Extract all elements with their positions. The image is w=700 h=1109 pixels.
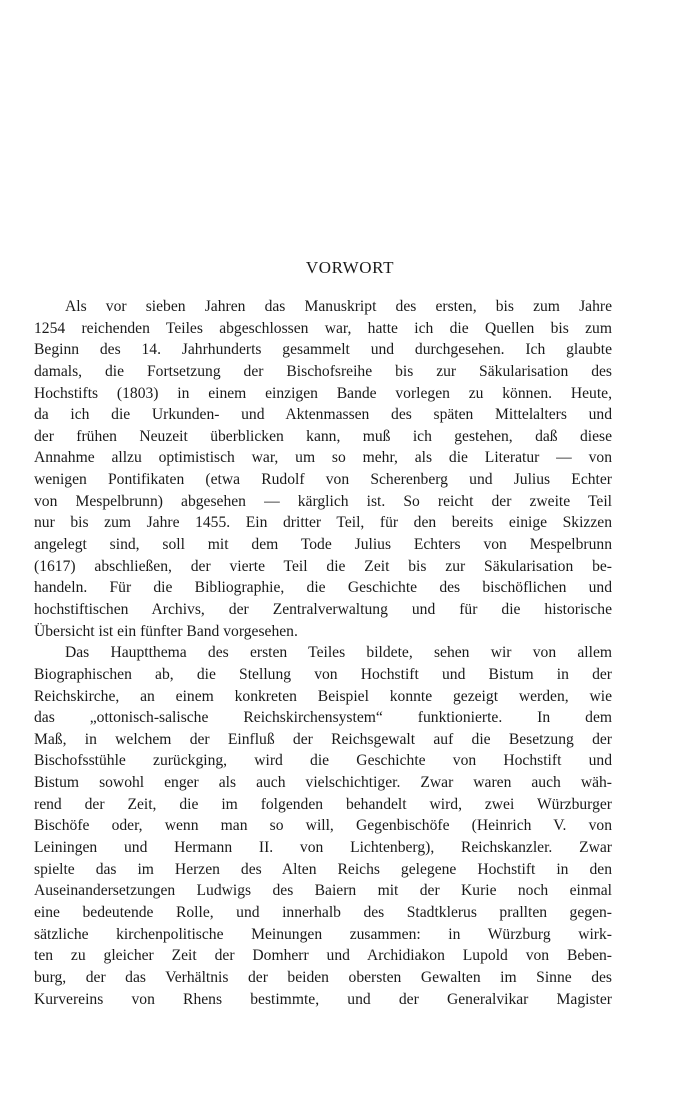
text-line: Hochstifts (1803) in einem einzigen Bande vorlegen zu können. Heute, [34,384,612,402]
text-line: Reichskirche, an einem konkreten Beispiel konnte gezeigt werden, wie [34,687,612,705]
text-line: Das Hauptthema des ersten Teiles bildete, sehen wir von allem [65,644,612,662]
text-line: ten zu gleicher Zeit der Domherr und Archidiakon Lupold von Beben- [34,947,612,965]
text-line: Bistum sowohl enger als auch vielschichtiger. Zwar waren auch wäh- [34,774,612,792]
text-line: Bischöfe oder, wenn man so will, Gegenbischöfe (Heinrich V. von [34,817,612,835]
text-line: Übersicht ist ein fünfter Band vorgesehen. [34,622,298,640]
text-line: Als vor sieben Jahren das Manuskript des ersten, bis zum Jahre [65,298,612,315]
text-line: eine bedeutende Rolle, und innerhalb des Stadtklerus prallten gegen- [34,903,612,921]
text-line: da ich die Urkunden- und Aktenmassen des späten Mittelalters und [34,406,612,424]
text-line: das „ottonisch-salische Reichskirchensystem“ funktionierte. In dem [34,709,612,727]
paragraph [34,296,612,642]
text-line: damals, die Fortsetzung der Bischofsreihe bis zur Säkularisation des [34,362,612,380]
text-line: Maß, in welchem der Einfluß der Reichsgewalt auf die Besetzung der [34,730,612,748]
text-line: Bischofsstühle zurückging, wird die Geschichte von Hochstift und [34,752,612,770]
chapter-heading: VORWORT [305,258,395,277]
text-line: nur bis zum Jahre 1455. Ein dritter Teil, für den bereits einige Skizzen [34,514,612,532]
text-line: Biographischen ab, die Stellung von Hochstift und Bistum in der [34,665,612,683]
text-line: hochstiftischen Archivs, der Zentralverwaltung und für die historische [34,600,612,618]
text-line: handeln. Für die Bibliographie, die Geschichte des bischöflichen und [34,579,612,597]
text-line: Leiningen und Hermann II. von Lichtenberg), Reichskanzler. Zwar [34,839,612,857]
text-line: 1254 reichenden Teiles abgeschlossen war, hatte ich die Quellen bis zum [34,319,612,337]
body-text [34,296,612,1010]
text-line: Beginn des 14. Jahrhunderts gesammelt und durchgesehen. Ich glaubte [34,341,612,359]
paragraph [34,642,612,1010]
text-line: der frühen Neuzeit überblicken kann, muß ich gestehen, daß diese [34,427,612,445]
text-line: rend der Zeit, die im folgenden behandelt wird, zwei Würzburger [34,795,612,813]
text-line: wenigen Pontifikaten (etwa Rudolf von Scherenberg und Julius Echter [34,471,612,489]
text-line: Auseinandersetzungen Ludwigs des Baiern mit der Kurie noch einmal [34,882,612,900]
text-line: von Mespelbrunn) abgesehen — kärglich ist. So reicht der zweite Teil [34,492,612,510]
text-line: spielte das im Herzen des Alten Reichs gelegene Hochstift in den [34,860,612,878]
text-line: Annahme allzu optimistisch war, um so mehr, als die Literatur — von [34,449,612,467]
text-line: Kurvereins von Rhens bestimmte, und der Generalvikar Magister [34,990,612,1008]
text-line: sätzliche kirchenpolitische Meinungen zusammen: in Würzburg wirk- [34,925,612,943]
text-line: burg, der das Verhältnis der beiden obersten Gewalten im Sinne des [34,968,612,986]
text-line: (1617) abschließen, der vierte Teil die Zeit bis zur Säkularisation be- [34,557,612,575]
text-line: angelegt sind, soll mit dem Tode Julius Echters von Mespelbrunn [34,536,612,554]
